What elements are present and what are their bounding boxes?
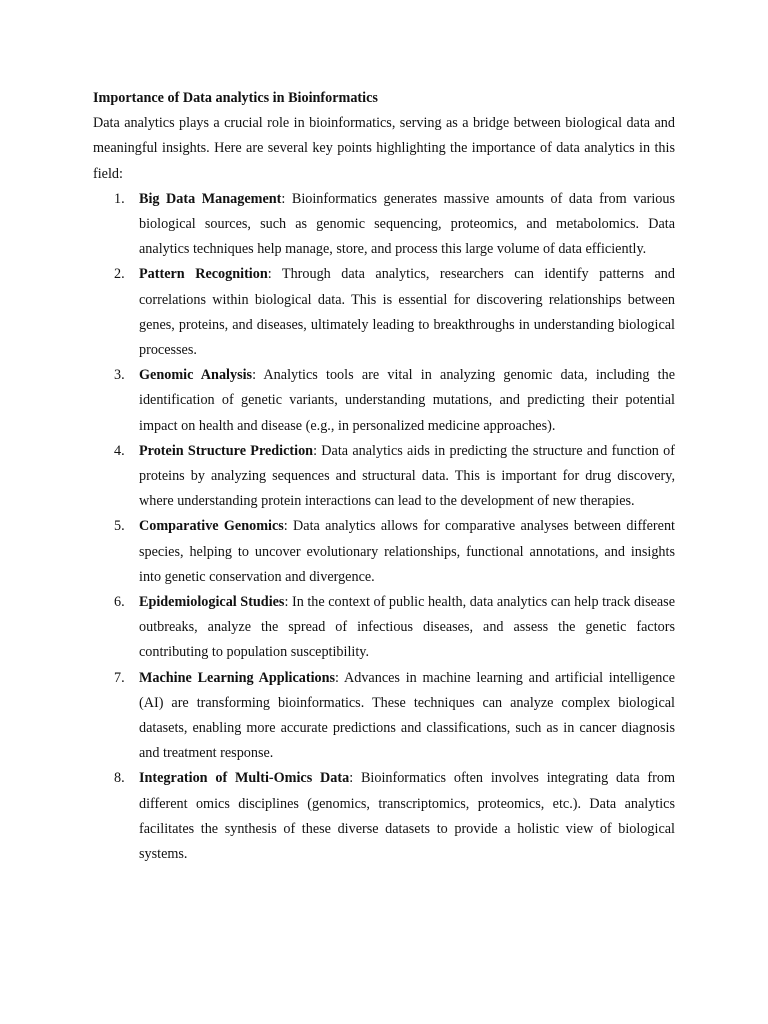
list-item-text: : Bioinformatics often involves integrating data from different omics disciplines (genomics, transcriptomics, proteomics, etc.). Data analytics facilitates the synthesis of these diverse datasets to provide a holistic view of biological systems. <box>139 770 675 863</box>
list-item-number: 4. <box>114 442 125 459</box>
list-item-number: 1. <box>114 190 125 207</box>
list-item-text: : Data analytics aids in predicting the structure and function of proteins by analyzing sequences and structural data. This is important for drug discovery, where understanding protein interactions can lead to the development of new therapies. <box>139 442 675 510</box>
list-item-text: : Bioinformatics generates massive amounts of data from various biological sources, such as genomic sequencing, proteomics, and metabolomics. Data analytics techniques help manage, store, and process this large volume of data efficiently. <box>139 190 675 258</box>
list-item-number: 7. <box>114 669 125 686</box>
list-item <box>93 262 675 363</box>
list-item-text: : Analytics tools are vital in analyzing genomic data, including the identification of genetic variants, understanding mutations, and predicting their potential impact on health and disease (e.g., in personalized medicine approaches). <box>139 367 675 434</box>
list-item-text: : Through data analytics, researchers can identify patterns and correlations within biological data. This is essential for discovering relationships between genes, proteins, and diseases, ultimately leading to breakthroughs in understanding biological processes. <box>139 266 675 359</box>
list-item <box>93 766 675 867</box>
intro-paragraph: Data analytics plays a crucial role in bioinformatics, serving as a bridge between biological data and meaningful insights. Here are several key points highlighting the importance of data analytics in this field: <box>93 115 675 182</box>
list-item-term: Big Data Management <box>139 190 282 207</box>
document-title: Importance of Data analytics in Bioinformatics <box>93 90 378 106</box>
list-item-number: 8. <box>114 770 125 787</box>
list-item-number: 3. <box>114 367 125 384</box>
list-item-number: 2. <box>114 266 125 283</box>
list-item-text: : Advances in machine learning and artificial intelligence (AI) are transforming bioinformatics. These techniques can analyze complex biological datasets, enabling more accurate predictions and classifications, such as in cancer diagnosis and treatment response. <box>139 669 675 762</box>
list-item <box>93 666 675 767</box>
list-item-term: Pattern Recognition <box>139 266 268 283</box>
list-item <box>93 363 675 439</box>
list-item <box>93 187 675 263</box>
list-item <box>93 439 675 515</box>
list-item-text: : In the context of public health, data analytics can help track disease outbreaks, analyze the spread of infectious diseases, and assess the genetic factors contributing to population susceptibility. <box>139 594 675 661</box>
key-points-list <box>93 187 675 867</box>
list-item-number: 5. <box>114 518 125 535</box>
document-page <box>93 86 675 867</box>
list-item-term: Comparative Genomics <box>139 518 284 535</box>
list-item <box>93 590 675 666</box>
list-item <box>93 514 675 590</box>
list-item-term: Protein Structure Prediction <box>139 442 314 459</box>
list-item-text: : Data analytics allows for comparative analyses between different species, helping to uncover evolutionary relationships, functional annotations, and insights into genetic conservation and divergence. <box>139 518 675 585</box>
list-item-term: Epidemiological Studies <box>139 594 285 611</box>
list-item-term: Integration of Multi-Omics Data <box>139 770 350 787</box>
list-item-number: 6. <box>114 594 125 611</box>
list-item-term: Machine Learning Applications <box>139 669 336 686</box>
list-item-term: Genomic Analysis <box>139 367 253 384</box>
